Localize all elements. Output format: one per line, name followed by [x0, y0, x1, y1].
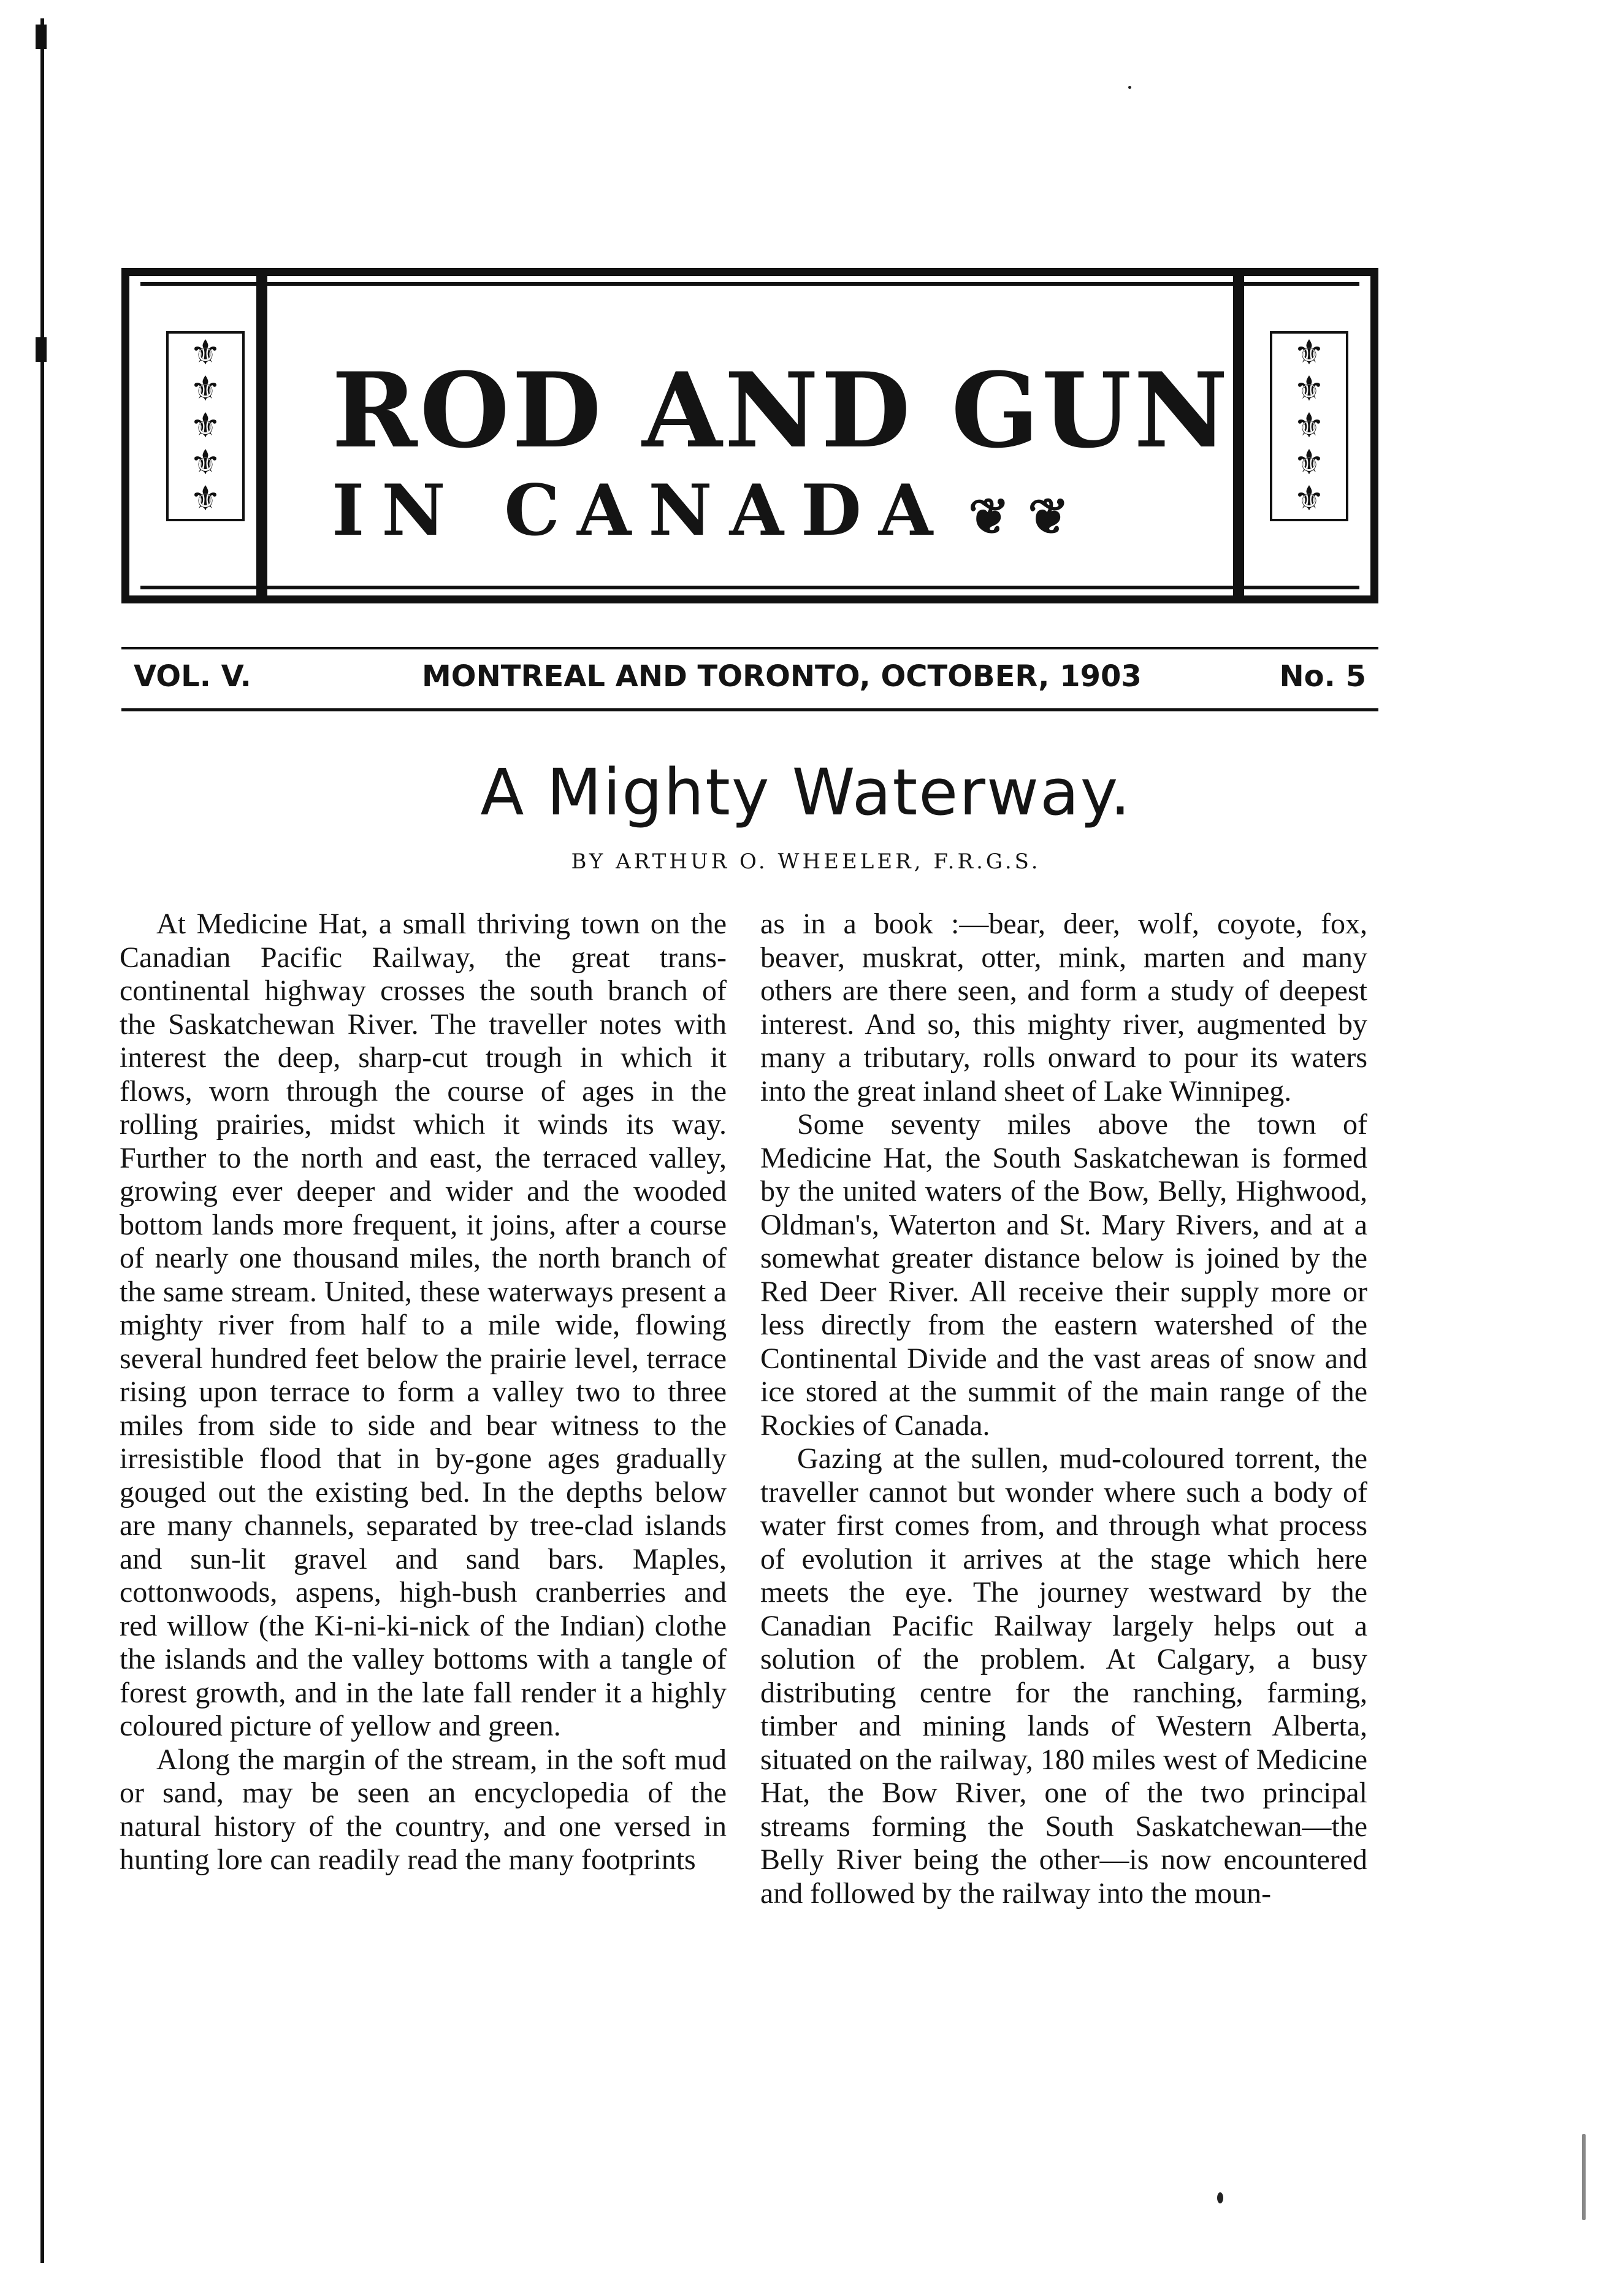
right-ornament-panel: [1270, 331, 1348, 521]
masthead-left-bar: [256, 276, 267, 595]
fleur-de-lis-icon: ⚜: [1293, 332, 1325, 373]
issue-rule-bottom: [121, 708, 1378, 711]
scan-edge-noise: [1582, 2134, 1586, 2220]
paragraph: as in a book :—bear, deer, wolf, coyote, fox, beaver, muskrat, otter, mink, marten and many others are there seen, and form a study of deepest interest. And so, this mighty river, augmented by many a tributary, rolls onward to pour its waters into the great inland sheet of Lake Winnipeg.: [760, 908, 1367, 1108]
maple-leaf-icon: ❦: [1028, 488, 1069, 546]
fleur-de-lis-icon: ⚜: [1293, 369, 1325, 410]
left-ornament-panel: [166, 331, 245, 521]
fleur-de-lis-icon: ⚜: [1293, 405, 1325, 446]
ink-speck: [1128, 86, 1131, 89]
article-right-column: [760, 908, 1367, 2152]
masthead-subtitle-text: IN CANADA: [332, 469, 950, 551]
article-left-column: [120, 908, 727, 2152]
paragraph: At Medicine Hat, a small thriving town on the Canadian Pacific Railway, the great trans-continental highway crosses the south branch of the Saskatchewan River. The traveller notes with interest the deep, sharp-cut trough in which it flows, worn through the course of ages in the rolling prairies, midst which it winds its way. Further to the north and east, the terraced valley, growing ever deeper and wider and the wooded bottom lands more frequent, it joins, after a course of nearly one thousand miles, the north branch of the same stream. United, these waterways present a mighty river from half to a mile wide, flowing several hundred feet below the prairie level, terrace rising upon terrace to form a valley two to three miles from side to side and bear witness to the irresistible flood that in by-gone ages gradually gouged out the existing bed. In the depths below are many channels, separated by tree-clad islands and sun-lit gravel and sand bars. Maples, cottonwoods, aspens, high-bush cranberries and red willow (the Ki-ni-ki-nick of the Indian) clothe the islands and the valley bottoms with a tangle of forest growth, and in the late fall render it a highly coloured picture of yellow and green.: [120, 908, 727, 1742]
masthead-subtitle: [332, 469, 1251, 551]
masthead-frame: [121, 268, 1378, 603]
fleur-de-lis-icon: ⚜: [189, 332, 221, 373]
volume-label: VOL. V.: [134, 659, 251, 694]
article-title: A Mighty Waterway.: [480, 755, 1132, 830]
issue-number-label: No. 5: [1279, 659, 1366, 694]
issue-line: [134, 659, 1366, 708]
paragraph: Gazing at the sullen, mud-coloured torrent, the traveller cannot but wonder where such a body of water first comes from, and through what process of evolution it arrives at the stage which here meets the eye. The journey westward by the Canadian Pacific Railway largely helps out a solution of the problem. At Calgary, a busy distributing centre for the ranching, farming, timber and mining lands of Western Alberta, situated on the railway, 180 miles west of Medicine Hat, the Bow River, one of the two principal streams forming the South Saskatchewan—the Belly River being the other—is now encountered and followed by the railway into the moun-: [760, 1442, 1367, 1910]
fleur-de-lis-icon: ⚜: [189, 405, 221, 446]
maple-leaf-icon: ❦: [968, 488, 1010, 546]
masthead-right-bar: [1233, 276, 1244, 595]
issue-rule-top: [121, 647, 1378, 649]
fleur-de-lis-icon: ⚜: [1293, 442, 1325, 483]
binding-edge-mark: [36, 18, 48, 2263]
fleur-de-lis-icon: ⚜: [189, 442, 221, 483]
paragraph: Along the margin of the stream, in the soft mud or sand, may be seen an encyclopedia of the natural history of the country, and one versed in hunting lore can readily read the many footprints: [120, 1743, 727, 1876]
article-byline: BY ARTHUR O. WHEELER, F.R.G.S.: [571, 849, 1041, 874]
fleur-de-lis-icon: ⚜: [1293, 479, 1325, 519]
fleur-de-lis-icon: ⚜: [189, 479, 221, 519]
fleur-de-lis-icon: ⚜: [189, 369, 221, 410]
paragraph: Some seventy miles above the town of Medicine Hat, the South Saskatchewan is formed by the united waters of the Bow, Belly, Highwood, Oldman's, Waterton and St. Mary Rivers, and at a somewhat greater distance below is joined by the Red Deer River. All receive their supply more or less directly from the eastern watershed of the Continental Divide and the vast areas of snow and ice stored at the summit of the main range of the Rockies of Canada.: [760, 1108, 1367, 1442]
masthead-title: ROD AND GUN: [332, 350, 1231, 471]
ink-speck: [1217, 2192, 1223, 2203]
place-date-label: MONTREAL AND TORONTO, OCTOBER, 1903: [422, 659, 1142, 694]
